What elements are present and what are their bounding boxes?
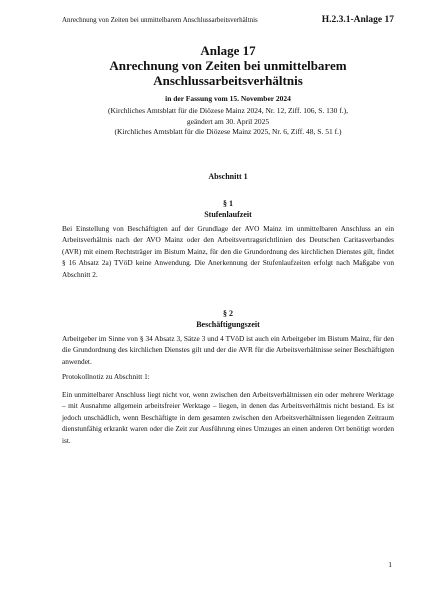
source-line-3: (Kirchliches Amtsblatt für die Diözese Mainz 2025, Nr. 6, Ziff. 48, S. 51 f.) — [114, 127, 342, 136]
section-1-title: Stufenlaufzeit — [204, 210, 252, 219]
running-header — [62, 15, 394, 25]
document-reference: H.2.3.1-Anlage 17 — [321, 15, 394, 25]
version-note: in der Fassung vom 15. November 2024 — [165, 94, 291, 103]
section-1-text: Bei Einstellung von Beschäftigten auf der Grundlage der AVO Mainz im unmittelbaren Anschluss an ein Arbeitsverhältnis nach der AVO Mainz oder den Arbeitsvertragsrichtlinien des Deutschen Caritasverbandes (AVR) mit einem Rechtsträger im Bistum Mainz, für den die Grundordnung des kirchlichen Dienstes gilt, findet § 16 Absatz 2a) TVöD keine Anwendung. Die Anerkennung der Stufenlaufzeiten erfolgt nach Maßgabe von Abschnitt 2. — [62, 224, 394, 279]
protocol-note-text: Ein unmittelbarer Anschluss liegt nicht vor, wenn zwischen den Arbeitsverhältnissen ein oder mehrere Werktage – mit Ausnahme allgemein arbeitsfreier Werktage – liegen, in denen das Arbeitsverhältnis nicht bestand. Es ist jedoch unschädlich, wenn Beschäftigte in dem gesamten zwischen den Arbeitsverhältnissen liegenden Zeitraum dienstunfähig erkrankt waren oder die Zeit zur Ausführung eines Umzuges an einen anderen Ort benötigt worden ist. — [62, 390, 394, 445]
section-2-title: Beschäftigungszeit — [196, 320, 260, 329]
page-number: 1 — [388, 560, 392, 569]
source-line-1: (Kirchliches Amtsblatt für die Diözese Mainz 2024, Nr. 12, Ziff. 106, S. 130 f.), — [107, 106, 349, 115]
section-1-heading — [62, 198, 394, 220]
annex-title: Anlage 17 — [200, 43, 256, 58]
protocol-note-label: Protokollnotiz zu Abschnitt 1: — [62, 372, 150, 381]
section-2-number: § 2 — [223, 309, 233, 318]
source-note — [62, 106, 394, 138]
section-1-number: § 1 — [223, 199, 233, 208]
source-line-2: geändert am 30. April 2025 — [186, 116, 270, 126]
abschnitt-heading: Abschnitt 1 — [208, 172, 248, 181]
document-title-line-1: Anrechnung von Zeiten bei unmittelbarem — [109, 58, 347, 73]
section-2-heading — [62, 308, 394, 330]
running-header-title: Anrechnung von Zeiten bei unmittelbarem Anschlussarbeitsverhältnis — [62, 16, 258, 24]
document-title-line-2: Anschlussarbeitsverhältnis — [153, 73, 303, 88]
section-2-text: Arbeitgeber im Sinne von § 34 Absatz 3, Sätze 3 und 4 TVöD ist auch ein Arbeitgeber im Bistum Mainz, für den die Grundordnung des kirchlichen Dienstes gilt und der die AVR für die Arbeitsverhältnisse seiner Beschäftigten anwendet. — [62, 334, 394, 366]
title-block — [62, 43, 394, 138]
